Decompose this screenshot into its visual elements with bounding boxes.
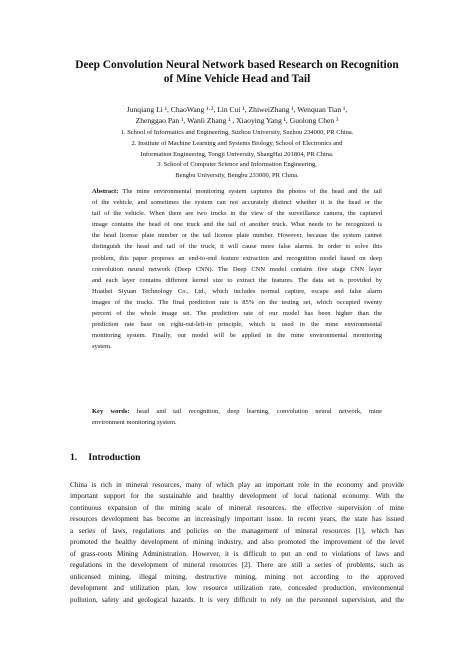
body-line: development and utilization plan, low resource utilization rate, concealed production, environmental — [70, 584, 404, 593]
abstract — [92, 186, 382, 352]
title-line: Deep Convolution Neural Network based Research on Recognition — [75, 59, 399, 71]
abstract-line: and each layer contains different kernel size to extract the features. The data set is provided by — [92, 276, 382, 284]
abstract-line: tail of the vehicle. When there are two trucks in the view of the surveillance camera, the captured — [92, 210, 382, 218]
abstract-line: Huaibei Siyuan Technology Co., Ltd., which includes normal capture, escape and false alarm — [92, 287, 382, 295]
author-line: Junqiang Li ¹, ChaoWang ¹·², Lin Cui ¹, ZhiweiZhang ¹, Wenquan Tian ¹, — [126, 105, 348, 114]
abstract-line: prediction rate base on right-out-left-in principle, which is used in the mine environmental — [92, 321, 382, 329]
abstract-line: image contains the head of one truck and the tail of another truck. What needs to be recognized is — [92, 221, 382, 229]
title-line: of Mine Vehicle Head and Tail — [163, 73, 311, 85]
affiliation-line: 3. School of Computer Science and Information Engineering, — [157, 161, 317, 169]
abstract-line: of the vehicle, and sometimes the system can not accurately distinct whether it is the head or the — [92, 199, 382, 207]
affiliation-line: Information Engineering, Tongji University, ShangHai 201804, PR China. — [140, 150, 334, 158]
section-title: Introduction — [88, 452, 141, 463]
keywords-line — [92, 406, 382, 417]
abstract-line: monitoring system. Finally, our model will be applied in the mine environmental monitoring — [92, 332, 382, 340]
body-line: important support for the sustainable and healthy development of local national economy. With the — [70, 492, 404, 501]
affiliation-line: Bengbu University, Bengbu 233000, PR China. — [175, 172, 299, 180]
abstract-line: convolution neural network (Deep CNN). The Deep CNN model contains five stage CNN layer — [92, 265, 382, 273]
body-line: unlicensed mining, illegal mining, destructive mining, mining not according to the approved — [70, 572, 404, 581]
body-line: resources development has become an increasingly important issue. In recent years, the state has issued — [70, 515, 404, 524]
keywords — [92, 406, 382, 428]
body-line: continuous expansion of the mining scale of mineral resources, the effective supervision of mine — [70, 503, 404, 512]
affiliation-line: 1. School of Informatics and Engineering, Suzhou University, Suzhou 234000, PR China. — [120, 129, 354, 136]
abstract-line: percent of the whole image set. The prediction rate of our model has been higher than the — [92, 310, 382, 318]
body-line: pollution, safety and geological hazards. It is very difficult to rely on the personnel supervision, and the — [70, 595, 404, 604]
body-line: a series of laws, regulations and policies on the management of mineral resources [1], which has — [70, 526, 404, 535]
body-line: of grass-roots Mining Administration. However, it is difficult to put an end to violations of laws and — [70, 549, 404, 558]
abstract-line: system. — [92, 343, 112, 351]
abstract-line: images of the trucks. The final prediction rate is 85% on the testing set, which occupied twenty — [92, 298, 382, 306]
author-line: Zhenggao Pan ¹, Wanli Zhang ¹ , Xiaoying Yang ¹, Guolong Chen ³ — [135, 116, 339, 125]
author-list — [60, 104, 414, 126]
abstract-line: problem, this paper proposes an end-to-end feature extraction and recognition model based on deep — [92, 254, 382, 262]
body-text — [70, 480, 404, 606]
abstract-line: the head license plate number or the tail license plate number. However, because the system cannot — [92, 232, 382, 240]
body-line: regulations in the development of mineral resources [2]. There are still a series of problems, such as — [70, 561, 404, 570]
body-line: China is rich in mineral resources, many of which play an important role in the economy and provide — [70, 481, 404, 489]
section-heading — [70, 452, 140, 463]
abstract-line: distinguish the head and tail of the truck, it will cause more false alarms. In order to solve this — [92, 243, 382, 251]
paper-title — [60, 58, 414, 86]
abstract-line — [92, 186, 382, 197]
keywords-label: Key words: — [92, 408, 130, 415]
abstract-text: The mine environmental monitoring system captures the photos of the head and the tail — [118, 188, 382, 195]
affiliation-list — [40, 128, 434, 182]
body-line: promoted the healthy development of mining industry, and also promoted the improvement of the level — [70, 538, 404, 547]
abstract-label: Abstract: — [92, 188, 119, 195]
keywords-text: head and tail recognition, deep learning, convolution neural network, mine — [129, 408, 382, 415]
keywords-line: environment monitoring system. — [92, 419, 177, 427]
section-number: 1. — [70, 452, 78, 463]
affiliation-line: 2. Institute of Machine Learning and Systems Biology, School of Electronics and — [131, 139, 343, 147]
